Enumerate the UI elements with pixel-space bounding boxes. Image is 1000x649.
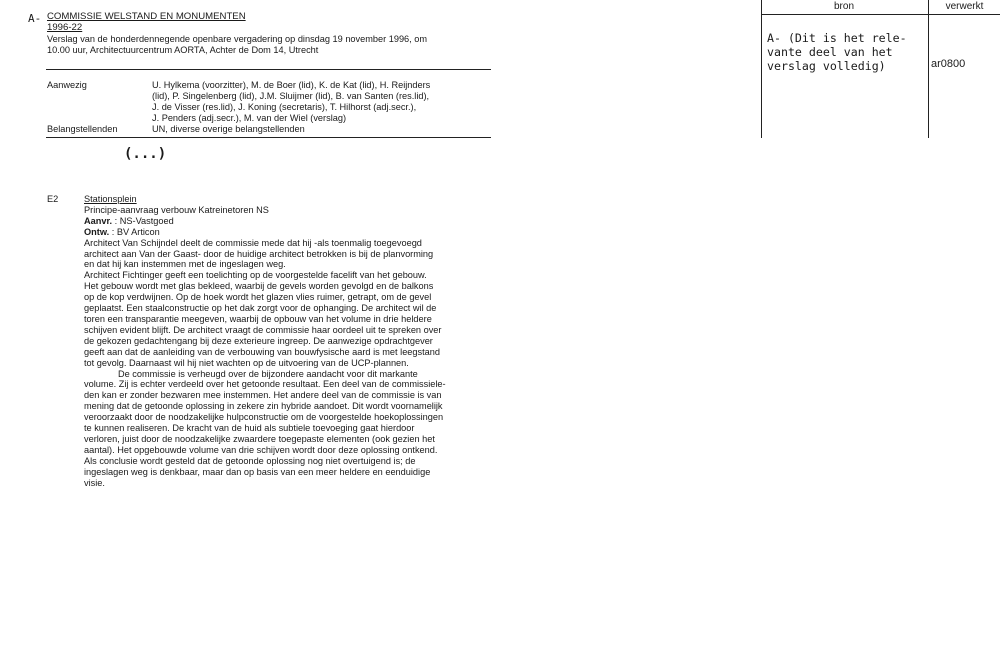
paragraph-line: tot gevolg. Daarnaast wil hij niet wachten op de uitvoering van de UCP-plannen. xyxy=(84,357,409,368)
meeting-description-line: Verslag van de honderdennegende openbare vergadering op dinsdag 19 november 1996, om xyxy=(47,34,428,44)
present-line: U. Hylkema (voorzitter), M. de Boer (lid), K. de Kat (lid), H. Reijnders xyxy=(152,80,431,90)
source-box xyxy=(761,0,1000,138)
meeting-description xyxy=(47,34,487,56)
section-marker: A- xyxy=(28,12,42,25)
document-number: 1996-22 xyxy=(47,22,83,33)
source-box-header xyxy=(761,0,1000,15)
stakeholders-value: UN, diverse overige belangstellenden xyxy=(152,123,305,134)
source-column-header: bron xyxy=(833,1,854,12)
processed-column-header: verwerkt xyxy=(945,1,984,12)
paragraph-line: De commissie is verheugd over de bijzondere aandacht voor dit markante xyxy=(118,368,418,379)
present-line: J. de Visser (res.lid), J. Koning (secretaris), T. Hilhorst (adj.secr.), xyxy=(152,101,417,112)
source-note-line: A- (Dit is het rele- xyxy=(767,31,907,45)
applicant-label: Aanvr. xyxy=(84,215,113,226)
paragraph-line: geeft aan dat de aanleiding van de verbouwing van bouwfysische aard is met leegstand xyxy=(84,346,440,357)
applicant-value: : NS-Vastgoed xyxy=(114,215,174,226)
paragraph-line: de gekozen gedachtengang bij deze exterieure ingreep. De aanwezige opdrachtgever xyxy=(84,335,433,346)
paragraph-line: Architect Fichtinger geeft een toelichting op de voorgestelde facelift van het gebouw. xyxy=(84,270,427,281)
paragraph-line: verloren, juist door de noodzakelijke zwaardere toegepaste elementen (ook gezien het xyxy=(84,433,435,444)
present-label: Aanwezig xyxy=(47,80,87,90)
paragraph-line: volume. Zij is echter verdeeld over het getoonde resultaat. Een deel van de commissiele- xyxy=(84,379,446,390)
source-note xyxy=(767,31,923,73)
paragraph-line: visie. xyxy=(84,477,105,488)
top-divider xyxy=(46,69,491,70)
agenda-item xyxy=(84,194,489,488)
item-subtitle: Principe-aanvraag verbouw Katreinetoren NS xyxy=(84,204,269,215)
applicant-row xyxy=(84,216,489,227)
paragraph-line: den kan er zonder bezwaren mee instemmen. Het andere deel van de commissie is van xyxy=(84,390,442,401)
designer-row xyxy=(84,227,489,238)
source-note-line: vante deel van het xyxy=(767,45,893,59)
item-code: E2 xyxy=(47,194,59,204)
meeting-description-line: 10.00 uur, Architectuurcentrum AORTA, Achter de Dom 14, Utrecht xyxy=(47,44,319,55)
paragraph-line: en dat hij kan instemmen met de ingeslagen weg. xyxy=(84,259,286,270)
document-title: COMMISSIE WELSTAND EN MONUMENTEN xyxy=(47,11,246,22)
paragraph-line: Als conclusie wordt gesteld dat de getoonde oplossing nog niet overtuigend is; de xyxy=(84,455,416,466)
present-list xyxy=(152,80,482,135)
paragraph-line: ingeslagen weg is denkbaar, maar dan op basis van een meer heldere en eenduidige xyxy=(84,466,431,477)
present-line: (lid), P. Singelenberg (lid), J.M. Sluijmer (lid), B. van Santen (res.lid), xyxy=(152,90,430,101)
paragraph-line: geplaatst. Een staalconstructie op het dak zorgt voor de ophanging. De architect wil de xyxy=(84,303,437,314)
paragraph-line: architect aan Van der Gaast- door de huidige architect betrokken is bij de planvorming xyxy=(84,248,434,259)
paragraph-line: op de kop verdwijnen. Op de hoek wordt het glazen vlies ruimer, getrapt, om de gevel xyxy=(84,292,432,303)
item-title: Stationsplein xyxy=(84,194,137,204)
source-note-line: verslag volledig) xyxy=(767,59,886,73)
bottom-divider xyxy=(46,137,491,138)
paragraph-line: aantal). Het opgebouwde volume van drie schijven wordt door deze oplossing ontkend. xyxy=(84,444,438,455)
paragraph-line: schijven evident blijft. De architect vraagt de commissie haar oordeel uit te spreken over xyxy=(84,324,442,335)
stakeholders-label: Belangstellenden xyxy=(47,124,118,134)
paragraph-line: veroorzaakt door de noodzakelijke hulpconstructie om de voorgestelde hoekoplossingen xyxy=(84,412,444,423)
paragraph-line: mening dat de getoonde oplossing in zekere zin hybride aandoet. Dit wordt voornamelijk xyxy=(84,401,443,412)
designer-value: : BV Articon xyxy=(111,226,160,237)
present-line: J. Penders (adj.secr.), M. van der Wiel (verslag) xyxy=(152,112,347,123)
designer-label: Ontw. xyxy=(84,226,110,237)
paragraph-line: toren een transparantie meegeven, waarbij de opbouw van het volume in drie heldere xyxy=(84,313,432,324)
archive-reference: ar0800 xyxy=(931,58,966,70)
paragraph-line: te kunnen realiseren. De kracht van de huid als subtiele toevoeging gaat hierdoor xyxy=(84,423,415,434)
paragraph-line: Het gebouw wordt met glas bekleed, waarbij de gevels worden gevolgd en de balkons xyxy=(84,281,434,292)
omission-mark: (...) xyxy=(124,146,167,162)
paragraph-line: Architect Van Schijndel deelt de commissie mede dat hij -als toenmalig toegevoegd xyxy=(84,237,422,248)
